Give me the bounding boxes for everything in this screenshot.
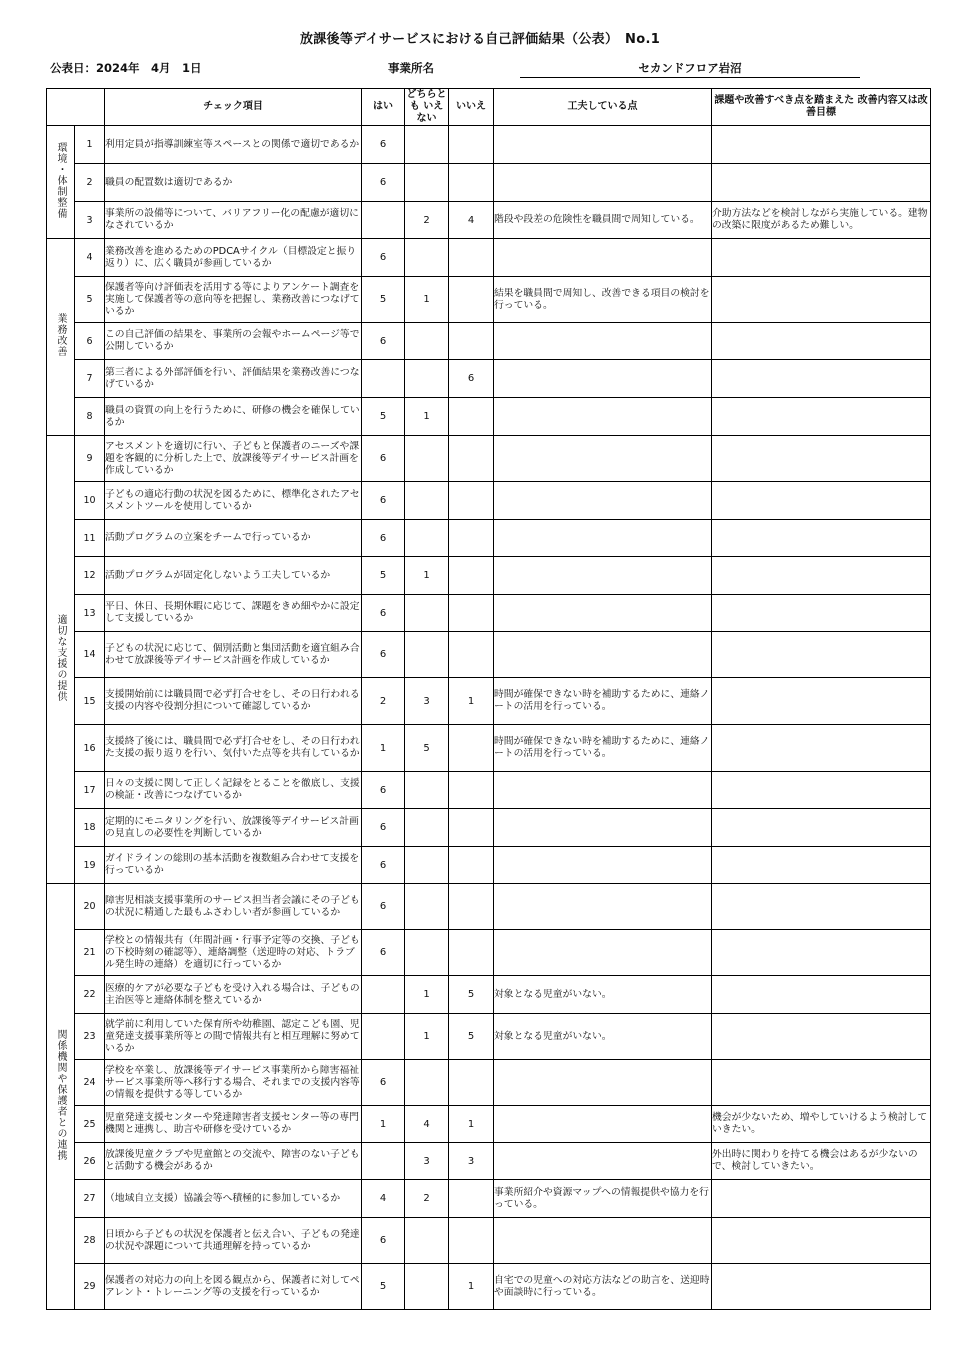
row-number: 14 — [75, 632, 105, 678]
row-number: 13 — [75, 595, 105, 632]
answer-yes: 6 — [362, 847, 405, 884]
category-label — [47, 436, 75, 884]
answer-no — [449, 436, 494, 482]
check-item: 学校を卒業し、放課後等デイサービス事業所から障害福祉サービス事業所等へ移行する場合、それまでの支援内容等の情報を提供する等しているか — [105, 1060, 362, 1106]
table-row — [47, 1060, 931, 1106]
check-item: 事業所の設備等について、バリアフリー化の配慮が適切になされているか — [105, 202, 362, 239]
row-number: 6 — [75, 323, 105, 360]
table-row — [47, 239, 931, 277]
answer-neither — [405, 482, 449, 520]
answer-yes: 6 — [362, 809, 405, 847]
answer-no — [449, 809, 494, 847]
effort-note — [494, 1106, 712, 1143]
effort-note — [494, 930, 712, 976]
answer-neither — [405, 772, 449, 809]
check-item: 活動プログラムの立案をチームで行っているか — [105, 520, 362, 557]
answer-no — [449, 884, 494, 930]
answer-no — [449, 1218, 494, 1264]
answer-yes — [362, 976, 405, 1014]
answer-no — [449, 482, 494, 520]
answer-no — [449, 557, 494, 595]
answer-yes: 6 — [362, 239, 405, 277]
issues-note — [712, 398, 931, 436]
answer-neither: 1 — [405, 398, 449, 436]
table-row — [47, 884, 931, 930]
answer-no: 1 — [449, 678, 494, 725]
table-row — [47, 1180, 931, 1218]
answer-no: 5 — [449, 1014, 494, 1060]
header-row — [47, 89, 931, 126]
table-row — [47, 323, 931, 360]
answer-neither — [405, 632, 449, 678]
answer-no — [449, 595, 494, 632]
effort-note — [494, 1060, 712, 1106]
issues-note — [712, 277, 931, 323]
row-number: 29 — [75, 1264, 105, 1310]
check-item: 活動プログラムが固定化しないよう工夫しているか — [105, 557, 362, 595]
answer-no: 1 — [449, 1106, 494, 1143]
row-number: 26 — [75, 1143, 105, 1180]
issues-note: 介助方法などを検討しながら実施している。建物の改築に限度があるため難しい。 — [712, 202, 931, 239]
row-number: 8 — [75, 398, 105, 436]
table-row — [47, 772, 931, 809]
effort-note: 対象となる児童がいない。 — [494, 1014, 712, 1060]
effort-note — [494, 884, 712, 930]
effort-note: 結果を職員間で周知し、改善できる項目の検討を行っている。 — [494, 277, 712, 323]
answer-neither — [405, 1060, 449, 1106]
table-row — [47, 1218, 931, 1264]
table-row — [47, 164, 931, 202]
row-number: 19 — [75, 847, 105, 884]
issues-note — [712, 1180, 931, 1218]
effort-note: 時間が確保できない時を補助するために、連絡ノートの活用を行っている。 — [494, 725, 712, 772]
answer-no — [449, 398, 494, 436]
table-row — [47, 482, 931, 520]
check-item: 児童発達支援センターや発達障害者支援センター等の専門機関と連携し、助言や研修を受けているか — [105, 1106, 362, 1143]
answer-no — [449, 277, 494, 323]
answer-yes: 4 — [362, 1180, 405, 1218]
row-number: 4 — [75, 239, 105, 277]
answer-neither: 3 — [405, 1143, 449, 1180]
table-row — [47, 678, 931, 725]
answer-no: 4 — [449, 202, 494, 239]
answer-yes — [362, 1143, 405, 1180]
answer-yes: 6 — [362, 1218, 405, 1264]
table-row — [47, 1143, 931, 1180]
row-number: 25 — [75, 1106, 105, 1143]
check-item: 子どもの状況に応じて、個別活動と集団活動を適宜組み合わせて放課後等デイサービス計画を作成しているか — [105, 632, 362, 678]
row-number: 10 — [75, 482, 105, 520]
answer-yes — [362, 360, 405, 398]
effort-note: 事業所紹介や資源マップへの情報提供や協力を行っている。 — [494, 1180, 712, 1218]
page-title: 放課後等デイサービスにおける自己評価結果（公表） No.1 — [299, 32, 661, 47]
issues-note — [712, 809, 931, 847]
answer-yes — [362, 202, 405, 239]
issues-note — [712, 595, 931, 632]
table-row — [47, 277, 931, 323]
answer-yes: 5 — [362, 557, 405, 595]
check-item: アセスメントを適切に行い、子どもと保護者のニーズや課題を客観的に分析した上で、放課後等デイサービス計画を作成しているか — [105, 436, 362, 482]
answer-neither: 1 — [405, 1014, 449, 1060]
answer-yes: 5 — [362, 277, 405, 323]
effort-note — [494, 398, 712, 436]
check-item: 障害児相談支援事業所のサービス担当者会議にその子どもの状況に精通した最もふさわしい者が参画しているか — [105, 884, 362, 930]
answer-neither — [405, 520, 449, 557]
answer-neither — [405, 930, 449, 976]
effort-note — [494, 126, 712, 164]
effort-note — [494, 772, 712, 809]
answer-neither — [405, 164, 449, 202]
row-number: 16 — [75, 725, 105, 772]
category-text: 環境・体制整備 — [55, 141, 66, 219]
office-label: 事業所名 — [388, 61, 434, 75]
answer-neither: 1 — [405, 976, 449, 1014]
issues-note — [712, 884, 931, 930]
answer-no: 5 — [449, 976, 494, 1014]
answer-neither: 5 — [405, 725, 449, 772]
row-number: 12 — [75, 557, 105, 595]
table-row — [47, 632, 931, 678]
issues-note — [712, 847, 931, 884]
answer-no — [449, 847, 494, 884]
answer-neither — [405, 1264, 449, 1310]
table-row — [47, 1014, 931, 1060]
issues-note — [712, 239, 931, 277]
header-no: いいえ — [449, 89, 494, 126]
answer-no — [449, 930, 494, 976]
effort-note — [494, 809, 712, 847]
category-text: 業務改善 — [55, 313, 66, 357]
table-row — [47, 202, 931, 239]
effort-note — [494, 632, 712, 678]
check-item: 支援終了後には、職員間で必ず打合せをし、その日行われた支援の振り返りを行い、気付いた点等を共有しているか — [105, 725, 362, 772]
answer-yes: 6 — [362, 632, 405, 678]
issues-note — [712, 482, 931, 520]
effort-note — [494, 595, 712, 632]
table-row — [47, 847, 931, 884]
answer-yes: 1 — [362, 725, 405, 772]
table-row — [47, 1264, 931, 1310]
category-text: 適切な支援の提供 — [55, 613, 66, 702]
table-row — [47, 725, 931, 772]
answer-no: 1 — [449, 1264, 494, 1310]
issues-note — [712, 930, 931, 976]
table-row — [47, 930, 931, 976]
check-item: 利用定員が指導訓練室等スペースとの関係で適切であるか — [105, 126, 362, 164]
answer-neither — [405, 239, 449, 277]
check-item: 平日、休日、長期休暇に応じて、課題をきめ細やかに設定して支援しているか — [105, 595, 362, 632]
answer-no — [449, 1180, 494, 1218]
table-row — [47, 360, 931, 398]
table-row — [47, 520, 931, 557]
effort-note: 対象となる児童がいない。 — [494, 976, 712, 1014]
header-neither: どちらとも いえない — [406, 89, 447, 124]
header-yes: はい — [362, 89, 405, 126]
row-number: 20 — [75, 884, 105, 930]
table-row — [47, 595, 931, 632]
effort-note — [494, 1143, 712, 1180]
row-number: 15 — [75, 678, 105, 725]
answer-neither: 3 — [405, 678, 449, 725]
answer-yes: 6 — [362, 884, 405, 930]
issues-note — [712, 1014, 931, 1060]
check-item: （地域自立支援）協議会等へ積極的に参加しているか — [105, 1180, 362, 1218]
issues-note — [712, 678, 931, 725]
row-number: 7 — [75, 360, 105, 398]
answer-no — [449, 725, 494, 772]
answer-yes: 6 — [362, 126, 405, 164]
row-number: 9 — [75, 436, 105, 482]
answer-neither: 4 — [405, 1106, 449, 1143]
check-item: 子どもの適応行動の状況を図るために、標準化されたアセスメントツールを使用しているか — [105, 482, 362, 520]
effort-note — [494, 164, 712, 202]
check-item: ガイドラインの総則の基本活動を複数組み合わせて支援を行っているか — [105, 847, 362, 884]
check-item: 保護者等向け評価表を活用する等によりアンケート調査を実施して保護者等の意向等を把握し、業務改善につなげているか — [105, 277, 362, 323]
issues-note — [712, 557, 931, 595]
answer-neither — [405, 1218, 449, 1264]
check-item: 保護者の対応力の向上を図る観点から、保護者に対してペアレント・トレーニング等の支援を行っているか — [105, 1264, 362, 1310]
category-label — [47, 239, 75, 436]
header-blank — [47, 89, 105, 126]
header-item: チェック項目 — [105, 89, 362, 126]
answer-neither — [405, 809, 449, 847]
issues-note: 機会が少ないため、増やしていけるよう検討していきたい。 — [712, 1106, 931, 1143]
evaluation-table — [46, 88, 931, 1310]
answer-neither: 2 — [405, 202, 449, 239]
effort-note — [494, 323, 712, 360]
row-number: 11 — [75, 520, 105, 557]
issues-note — [712, 772, 931, 809]
answer-no: 3 — [449, 1143, 494, 1180]
issues-note — [712, 164, 931, 202]
answer-yes: 5 — [362, 398, 405, 436]
answer-no — [449, 632, 494, 678]
answer-yes: 6 — [362, 520, 405, 557]
row-number: 22 — [75, 976, 105, 1014]
check-item: 職員の配置数は適切であるか — [105, 164, 362, 202]
answer-no — [449, 323, 494, 360]
table-body — [47, 126, 931, 1310]
answer-yes: 5 — [362, 1264, 405, 1310]
issues-note — [712, 1060, 931, 1106]
check-item: 放課後児童クラブや児童館との交流や、障害のない子どもと活動する機会があるか — [105, 1143, 362, 1180]
issues-note — [712, 632, 931, 678]
answer-neither — [405, 323, 449, 360]
table-row — [47, 398, 931, 436]
check-item: 定期的にモニタリングを行い、放課後等デイサービス計画の見直しの必要性を判断しているか — [105, 809, 362, 847]
header-effort: 工夫している点 — [494, 89, 712, 126]
answer-yes: 6 — [362, 930, 405, 976]
answer-yes — [362, 1014, 405, 1060]
effort-note — [494, 557, 712, 595]
check-item: 学校との情報共有（年間計画・行事予定等の交換、子どもの下校時刻の確認等）、連絡調整（送迎時の対応、トラブル発生時の連絡）を適切に行っているか — [105, 930, 362, 976]
issues-note — [712, 725, 931, 772]
effort-note — [494, 436, 712, 482]
table-row — [47, 126, 931, 164]
answer-neither — [405, 595, 449, 632]
category-label — [47, 884, 75, 1310]
effort-note — [494, 1218, 712, 1264]
row-number: 28 — [75, 1218, 105, 1264]
check-item: 医療的ケアが必要な子どもを受け入れる場合は、子どもの主治医等と連絡体制を整えているか — [105, 976, 362, 1014]
issues-note — [712, 360, 931, 398]
issues-note — [712, 520, 931, 557]
effort-note: 階段や段差の危険性を職員間で周知している。 — [494, 202, 712, 239]
answer-neither — [405, 126, 449, 164]
answer-yes: 2 — [362, 678, 405, 725]
answer-yes: 6 — [362, 164, 405, 202]
check-item: 支援開始前には職員間で必ず打合せをし、その日行われる支援の内容や役割分担について確認しているか — [105, 678, 362, 725]
row-number: 2 — [75, 164, 105, 202]
effort-note — [494, 847, 712, 884]
category-text: 関係機関や保護者との連携 — [55, 1028, 66, 1161]
effort-note: 時間が確保できない時を補助するために、連絡ノートの活用を行っている。 — [494, 678, 712, 725]
answer-neither: 1 — [405, 557, 449, 595]
answer-neither: 1 — [405, 277, 449, 323]
check-item: 業務改善を進めるためのPDCAサイクル（目標設定と振り返り）に、広く職員が参画しているか — [105, 239, 362, 277]
issues-note — [712, 1218, 931, 1264]
effort-note: 自宅での児童への対応方法などの助言を、送迎時や面談時に行っている。 — [494, 1264, 712, 1310]
row-number: 24 — [75, 1060, 105, 1106]
answer-no — [449, 239, 494, 277]
answer-no — [449, 126, 494, 164]
row-number: 1 — [75, 126, 105, 164]
row-number: 23 — [75, 1014, 105, 1060]
answer-neither — [405, 360, 449, 398]
row-number: 27 — [75, 1180, 105, 1218]
answer-neither: 2 — [405, 1180, 449, 1218]
effort-note — [494, 360, 712, 398]
office-name: セカンドフロア岩沼 — [520, 60, 860, 78]
answer-yes: 1 — [362, 1106, 405, 1143]
issues-note — [712, 323, 931, 360]
answer-no — [449, 164, 494, 202]
check-item: 職員の資質の向上を行うために、研修の機会を確保しているか — [105, 398, 362, 436]
check-item: 日々の支援に関して正しく記録をとることを徹底し、支援の検証・改善につなげているか — [105, 772, 362, 809]
answer-no — [449, 1060, 494, 1106]
row-number: 3 — [75, 202, 105, 239]
check-item: この自己評価の結果を、事業所の会報やホームページ等で公開しているか — [105, 323, 362, 360]
row-number: 21 — [75, 930, 105, 976]
table-row — [47, 809, 931, 847]
answer-yes: 6 — [362, 1060, 405, 1106]
issues-note — [712, 976, 931, 1014]
table-row — [47, 557, 931, 595]
answer-neither — [405, 884, 449, 930]
issues-note — [712, 1264, 931, 1310]
answer-yes: 6 — [362, 323, 405, 360]
answer-yes: 6 — [362, 436, 405, 482]
answer-yes: 6 — [362, 482, 405, 520]
answer-neither — [405, 847, 449, 884]
table-row — [47, 1106, 931, 1143]
answer-no — [449, 772, 494, 809]
table-row — [47, 976, 931, 1014]
check-item: 第三者による外部評価を行い、評価結果を業務改善につなげているか — [105, 360, 362, 398]
effort-note — [494, 239, 712, 277]
check-item: 就学前に利用していた保育所や幼稚園、認定こども園、児童発達支援事業所等との間で情報共有と相互理解に努めているか — [105, 1014, 362, 1060]
answer-yes: 6 — [362, 595, 405, 632]
issues-note — [712, 126, 931, 164]
effort-note — [494, 520, 712, 557]
answer-neither — [405, 436, 449, 482]
effort-note — [494, 482, 712, 520]
issues-note: 外出時に関わりを持てる機会はあるが少ないので、検討していきたい。 — [712, 1143, 931, 1180]
answer-no: 6 — [449, 360, 494, 398]
issues-note — [712, 436, 931, 482]
header-issues: 課題や改善すべき点を踏まえた 改善内容又は改善目標 — [712, 89, 931, 126]
publish-date: 公表日：2024年 4月 1日 — [50, 61, 202, 75]
answer-no — [449, 520, 494, 557]
row-number: 5 — [75, 277, 105, 323]
answer-yes: 6 — [362, 772, 405, 809]
table-row — [47, 436, 931, 482]
row-number: 18 — [75, 809, 105, 847]
row-number: 17 — [75, 772, 105, 809]
check-item: 日頃から子どもの状況を保護者と伝え合い、子どもの発達の状況や課題について共通理解を持っているか — [105, 1218, 362, 1264]
category-label — [47, 126, 75, 239]
